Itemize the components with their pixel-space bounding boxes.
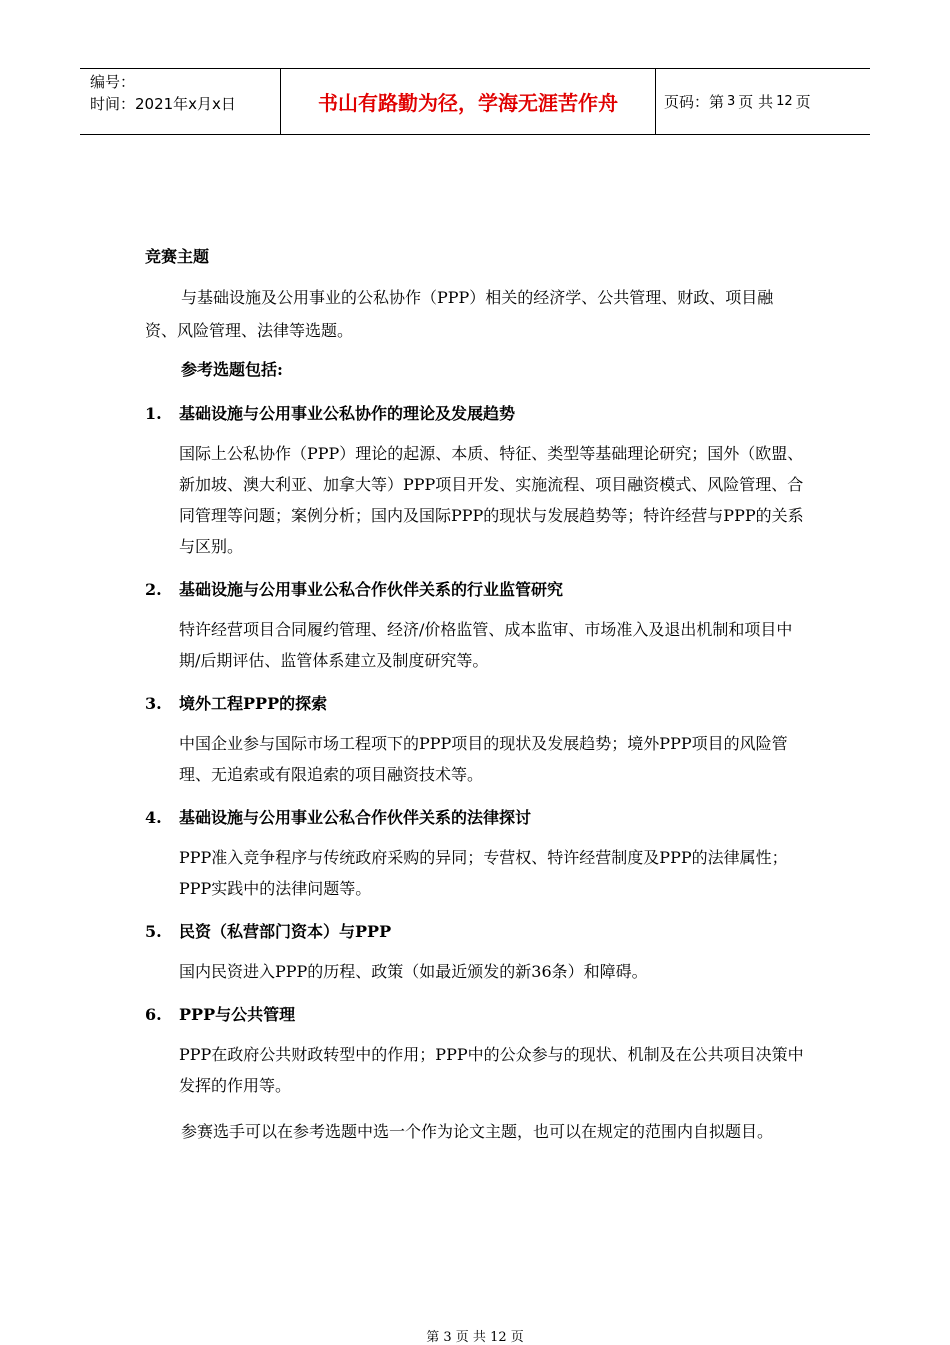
topic-description: PPP准入竞争程序与传统政府采购的异同；专营权、特许经营制度及PPP的法律属性；PPP实践中的法律问题等。	[179, 848, 788, 898]
topic-description: 特许经营项目合同履约管理、经济/价格监管、成本监审、市场准入及退出机制和项目中期/后期评估、监管体系建立及制度研究等。	[179, 620, 793, 670]
header-page-total: 12	[776, 94, 793, 109]
topic-description: 国内民资进入PPP的历程、政策（如最近颁发的新36条）和障碍。	[179, 962, 648, 981]
header-time: 时间：2021年x月x日	[90, 95, 236, 113]
topic-title-row	[145, 918, 805, 946]
topic-item	[145, 1001, 805, 1101]
topic-number: 6.	[145, 1005, 162, 1024]
topic-number: 5.	[145, 922, 162, 941]
topic-description: PPP在政府公共财政转型中的作用；PPP中的公众参与的现状、机制及在公共项目决策中发挥的作用等。	[179, 1045, 804, 1095]
topic-title: 基础设施与公用事业公私协作的理论及发展趋势	[179, 404, 516, 423]
topic-title: 基础设施与公用事业公私合作伙伴关系的行业监管研究	[179, 580, 564, 599]
topic-number: 4.	[145, 808, 162, 827]
topic-title-row	[145, 576, 805, 604]
footer-pre: 第	[426, 1330, 440, 1345]
topic-title: 基础设施与公用事业公私合作伙伴关系的法律探讨	[179, 808, 532, 827]
topic-item	[145, 400, 805, 562]
intro-paragraph: 与基础设施及公用事业的公私协作（PPP）相关的经济学、公共管理、财政、项目融资、风险管理、法律等选题。	[145, 288, 774, 340]
closing-paragraph: 参赛选手可以在参考选题中选一个作为论文主题，也可以在规定的范围内自拟题目。	[181, 1122, 774, 1141]
topic-number: 2.	[145, 580, 162, 599]
topic-number: 1.	[145, 404, 162, 423]
header-motto: 书山有路勤为径，学海无涯苦作舟	[280, 69, 656, 134]
topic-description: 中国企业参与国际市场工程项下的PPP项目的现状及发展趋势；境外PPP项目的风险管理、无追索或有限追索的项目融资技术等。	[179, 734, 788, 784]
topic-number: 3.	[145, 694, 162, 713]
header-page-mid: 页 共	[738, 93, 774, 111]
document-body	[145, 240, 805, 1148]
topic-list	[145, 400, 805, 1101]
topic-title: PPP与公共管理	[179, 1005, 296, 1024]
footer-page-number: 3	[443, 1330, 452, 1345]
page-header	[80, 68, 870, 135]
reference-topics-title: 参考选题包括:	[181, 360, 283, 379]
footer-end: 页	[510, 1330, 524, 1345]
header-page-label: 页码：第	[664, 93, 725, 111]
header-number-label: 编号：	[90, 73, 136, 91]
section-title: 竞赛主题	[145, 247, 210, 266]
header-meta	[80, 69, 280, 134]
topic-title-row	[145, 690, 805, 718]
topic-title: 民资（私营部门资本）与PPP	[179, 922, 392, 941]
footer-page-total: 12	[490, 1330, 507, 1345]
topic-title-row	[145, 804, 805, 832]
header-page-number: 3	[727, 94, 736, 109]
topic-item	[145, 690, 805, 790]
topic-title-row	[145, 400, 805, 428]
topic-description: 国际上公私协作（PPP）理论的起源、本质、特征、类型等基础理论研究；国外（欧盟、新加坡、澳大利亚、加拿大等）PPP项目开发、实施流程、项目融资模式、风险管理、合同管理等问题；案例分析；国内及国际PPP的现状与发展趋势等；特许经营与PPP的关系与区别。	[179, 444, 804, 556]
topic-title: 境外工程PPP的探索	[179, 694, 328, 713]
header-page-info	[656, 69, 870, 134]
topic-title-row	[145, 1001, 805, 1029]
header-page-end: 页	[795, 93, 811, 111]
footer-mid: 页 共	[455, 1330, 486, 1345]
topic-item	[145, 804, 805, 904]
page-footer	[0, 1326, 950, 1345]
topic-item	[145, 918, 805, 987]
topic-item	[145, 576, 805, 676]
